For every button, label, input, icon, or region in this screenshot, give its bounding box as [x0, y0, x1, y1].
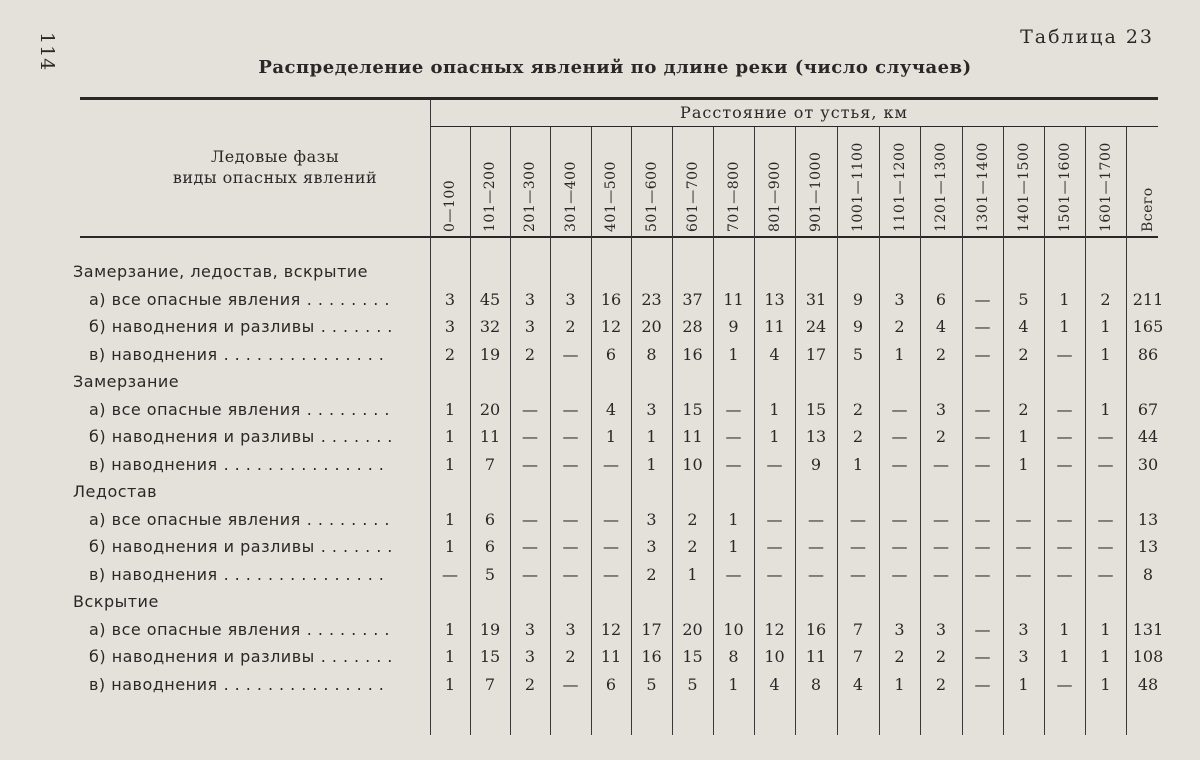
header-rule — [80, 236, 1158, 238]
column-header-label: 1501—1600 — [1056, 142, 1073, 232]
table-cell: 108 — [1132, 647, 1164, 666]
table-cell: 3 — [565, 289, 576, 309]
table-cell: 2 — [852, 427, 864, 446]
table-cell: — — [1097, 427, 1114, 446]
table-cell: 16 — [682, 344, 703, 364]
table-cell: 19 — [479, 619, 501, 639]
span-rule — [430, 126, 1158, 127]
distance-span-header: Расстояние от устья, км — [680, 103, 908, 122]
column-header-label: 1601—1700 — [1097, 142, 1114, 232]
table-cell: 6 — [484, 537, 496, 556]
table-cell: — — [891, 564, 908, 584]
table-cell: 3 — [524, 289, 536, 309]
table-cell: 5 — [687, 674, 698, 694]
table-cell: — — [808, 537, 824, 556]
table-cell: — — [974, 289, 991, 309]
row-label: б) наводнения и разливы — [89, 537, 315, 556]
table-cell: — — [522, 564, 538, 584]
table-cell: — — [891, 427, 908, 446]
table-cell: 9 — [728, 317, 739, 336]
table-cell: — — [933, 537, 949, 556]
table-cell: 2 — [1100, 289, 1111, 309]
table-cell: 3 — [646, 537, 657, 556]
table-cell: 131 — [1132, 619, 1164, 639]
table-cell: 12 — [764, 619, 785, 639]
page-number: 114 — [36, 32, 58, 72]
table-cell: 2 — [935, 674, 947, 694]
table-cell: 1 — [1100, 344, 1111, 364]
table-cell: 1 — [1018, 427, 1029, 446]
table-cell: — — [1056, 537, 1073, 556]
table-cell: 48 — [1137, 674, 1159, 694]
row-label: в) наводнения — [89, 674, 218, 694]
table-cell: 11 — [805, 647, 827, 666]
table-cell: 2 — [1018, 344, 1029, 364]
column-header — [795, 128, 837, 234]
table-cell: — — [603, 537, 619, 556]
table-cell: 67 — [1137, 399, 1159, 419]
table-cell: 10 — [764, 647, 785, 666]
leader-dots: ....... — [320, 647, 399, 666]
column-header-label: 501—600 — [643, 161, 660, 232]
table-cell: 19 — [479, 344, 501, 364]
table-cell: 8 — [810, 674, 822, 694]
table-cell: 2 — [935, 427, 947, 446]
table-cell: 86 — [1137, 344, 1159, 364]
table-cell: — — [603, 454, 619, 474]
table-cell: 2 — [524, 344, 536, 364]
table-cell: — — [850, 509, 866, 529]
row-label: а) все опасные явления — [89, 619, 301, 639]
row-label: а) все опасные явления — [89, 399, 301, 419]
row-label: в) наводнения — [89, 344, 218, 364]
table-cell: 10 — [723, 619, 744, 639]
table-cell: 6 — [484, 509, 496, 529]
table-cell: — — [562, 454, 579, 474]
table-cell: 165 — [1132, 317, 1164, 336]
table-cell: 13 — [805, 427, 827, 446]
table-cell: 1 — [646, 427, 657, 446]
column-header — [470, 128, 510, 234]
column-header — [962, 128, 1003, 234]
table-cell: 1 — [1018, 454, 1029, 474]
table-cell: 11 — [764, 317, 785, 336]
table-cell: 1 — [444, 537, 456, 556]
table-cell: — — [725, 454, 742, 474]
table-cell: 16 — [805, 619, 827, 639]
column-header — [1085, 128, 1126, 234]
group-label: Замерзание, ледостав, вскрытие — [73, 262, 369, 281]
table-cell: 7 — [484, 674, 496, 694]
table-cell: 28 — [682, 317, 703, 336]
column-header — [713, 128, 754, 234]
leader-dots: ........ — [306, 399, 396, 419]
table-cell: 3 — [565, 619, 576, 639]
table-cell: — — [1015, 537, 1032, 556]
table-cell: 12 — [600, 619, 622, 639]
table-cell: — — [1056, 344, 1073, 364]
table-cell: 1 — [687, 564, 698, 584]
table-cell: — — [562, 344, 579, 364]
row-label: а) все опасные явления — [89, 509, 301, 529]
table-cell: 3 — [524, 317, 536, 336]
leader-dots: ....... — [320, 537, 399, 556]
table-cell: 2 — [935, 647, 947, 666]
table-cell: — — [442, 564, 458, 584]
table-cell: — — [522, 427, 538, 446]
table-cell: 32 — [479, 317, 501, 336]
table-cell: — — [1056, 399, 1073, 419]
row-label: в) наводнения — [89, 564, 218, 584]
leader-dots: ....... — [320, 427, 399, 446]
table-cell: 4 — [852, 674, 864, 694]
table-cell: 1 — [894, 344, 905, 364]
table-cell: — — [725, 399, 742, 419]
leader-dots: ........ — [306, 619, 396, 639]
table-cell: 12 — [600, 317, 622, 336]
table-label: Таблица 23 — [1020, 26, 1154, 48]
table-cell: 17 — [641, 619, 662, 639]
table-cell: 1 — [728, 537, 739, 556]
table-cell: 2 — [687, 509, 698, 529]
row-label: в) наводнения — [89, 454, 218, 474]
group-label: Вскрытие — [73, 592, 159, 611]
stub-header-line: Ледовые фазы — [210, 147, 340, 166]
table-cell: — — [766, 564, 783, 584]
table-cell: — — [891, 537, 908, 556]
leader-dots: ....... — [320, 317, 399, 336]
column-header-label: 301—400 — [562, 161, 579, 232]
table-cell: 1 — [1018, 674, 1029, 694]
table-cell: — — [974, 427, 991, 446]
table-cell: 20 — [479, 399, 501, 419]
table-cell: — — [808, 509, 824, 529]
table-cell: — — [1015, 564, 1032, 584]
table-cell: 13 — [764, 289, 785, 309]
table-cell: 3 — [1018, 647, 1029, 666]
table-cell: — — [562, 427, 579, 446]
table-cell: 3 — [524, 619, 536, 639]
table-cell: 1 — [1100, 674, 1111, 694]
table-cell: — — [1097, 454, 1114, 474]
table-cell: 2 — [894, 647, 905, 666]
table-title: Распределение опасных явлений по длине реки (число случаев) — [258, 57, 972, 78]
table-cell: 15 — [682, 399, 703, 419]
table-cell: 2 — [565, 317, 576, 336]
group-label: Ледостав — [73, 482, 158, 501]
table-cell: — — [850, 564, 866, 584]
table-cell: — — [1015, 509, 1032, 529]
table-cell: 2 — [935, 344, 947, 364]
table-cell: 1 — [769, 399, 780, 419]
table-cell: — — [522, 509, 538, 529]
table-cell: 1 — [1100, 399, 1111, 419]
column-header-label: 701—800 — [725, 161, 742, 232]
table-cell: 8 — [1142, 564, 1154, 584]
column-header-label: 1201—1300 — [933, 142, 949, 232]
table-cell: — — [891, 509, 908, 529]
table-cell: 2 — [565, 647, 576, 666]
column-header — [1126, 128, 1170, 234]
table-cell: 1 — [1059, 289, 1070, 309]
table-cell: 11 — [682, 427, 703, 446]
table-cell: 1 — [646, 454, 657, 474]
row-label: б) наводнения и разливы — [89, 647, 315, 666]
table-cell: — — [725, 564, 742, 584]
table-cell: — — [562, 674, 579, 694]
column-header-label: 801—900 — [766, 161, 783, 232]
column-header — [879, 128, 920, 234]
table-cell: 3 — [894, 289, 905, 309]
table-cell: 31 — [805, 289, 827, 309]
table-cell: — — [974, 674, 991, 694]
table-cell: 15 — [805, 399, 827, 419]
table-cell: 5 — [646, 674, 657, 694]
table-cell: 1 — [769, 427, 780, 446]
table-cell: 23 — [641, 289, 662, 309]
table-cell: 15 — [479, 647, 501, 666]
table-cell: 9 — [852, 289, 864, 309]
table-cell: — — [562, 537, 579, 556]
leader-dots: ............... — [223, 454, 390, 474]
table-cell: — — [522, 454, 538, 474]
row-label: б) наводнения и разливы — [89, 317, 315, 336]
table-cell: — — [850, 537, 866, 556]
table-cell: 8 — [728, 647, 739, 666]
table-cell: 44 — [1137, 427, 1159, 446]
table-cell: 3 — [935, 619, 947, 639]
table-cell: — — [1097, 537, 1114, 556]
row-label: а) все опасные явления — [89, 289, 301, 309]
column-header-label: 201—300 — [522, 161, 538, 232]
column-header — [591, 128, 631, 234]
table-cell: — — [974, 564, 991, 584]
table-cell: — — [1097, 509, 1114, 529]
table-cell: 1 — [728, 674, 739, 694]
table-cell: 3 — [894, 619, 905, 639]
table-cell: 7 — [484, 454, 496, 474]
column-header-label: 1001—1100 — [850, 142, 866, 232]
table-cell: 3 — [524, 647, 536, 666]
table-cell: 1 — [444, 427, 456, 446]
table-cell: — — [522, 537, 538, 556]
table-cell: 8 — [646, 344, 657, 364]
column-header — [920, 128, 962, 234]
table-cell: 6 — [605, 344, 617, 364]
table-cell: — — [766, 537, 783, 556]
column-header-label: 601—700 — [684, 161, 701, 232]
column-header-label: 101—200 — [482, 161, 498, 232]
leader-dots: ........ — [306, 509, 396, 529]
table-cell: 11 — [479, 427, 501, 446]
table-cell: 1 — [1100, 317, 1111, 336]
table-cell: 4 — [769, 344, 780, 364]
table-cell: 1 — [444, 399, 456, 419]
table-cell: 9 — [810, 454, 822, 474]
table-cell: 1 — [894, 674, 905, 694]
table-cell: — — [891, 399, 908, 419]
table-cell: 5 — [852, 344, 864, 364]
leader-dots: ........ — [306, 289, 396, 309]
table-cell: 2 — [646, 564, 657, 584]
row-label: б) наводнения и разливы — [89, 427, 315, 446]
table-cell: — — [974, 619, 991, 639]
table-cell: — — [891, 454, 908, 474]
table-cell: 2 — [687, 537, 698, 556]
table-cell: 6 — [605, 674, 617, 694]
column-header — [631, 128, 672, 234]
table-cell: 7 — [852, 619, 864, 639]
table-cell: — — [1056, 454, 1073, 474]
table-cell: — — [933, 454, 949, 474]
column-header-label: 901—1000 — [808, 151, 824, 232]
table-cell: 3 — [646, 509, 657, 529]
table-cell: 6 — [935, 289, 947, 309]
table-cell: 1 — [728, 344, 739, 364]
table-cell: — — [933, 564, 949, 584]
table-cell: 3 — [646, 399, 657, 419]
table-cell: 10 — [682, 454, 703, 474]
table-cell: 1 — [1059, 317, 1070, 336]
table-cell: 7 — [852, 647, 864, 666]
table-cell: 1 — [444, 619, 456, 639]
table-cell: 11 — [723, 289, 744, 309]
table-cell: — — [766, 509, 783, 529]
top-rule — [80, 97, 1158, 100]
table-cell: 211 — [1132, 289, 1164, 309]
table-cell: 3 — [1018, 619, 1029, 639]
table-cell: — — [974, 509, 991, 529]
column-header — [837, 128, 879, 234]
table-cell: — — [974, 454, 991, 474]
column-header — [754, 128, 795, 234]
table-cell: 1 — [1100, 619, 1111, 639]
table-cell: — — [1056, 674, 1073, 694]
column-header-label: 1401—1500 — [1015, 142, 1032, 232]
table-cell: 45 — [479, 289, 501, 309]
table-cell: 4 — [1018, 317, 1029, 336]
column-header-label: 401—500 — [603, 161, 619, 232]
table-cell: — — [974, 317, 991, 336]
table-cell: 30 — [1137, 454, 1159, 474]
table-cell: — — [1056, 427, 1073, 446]
table-cell: — — [974, 399, 991, 419]
table-cell: — — [562, 399, 579, 419]
table-cell: — — [562, 564, 579, 584]
table-cell: 1 — [1100, 647, 1111, 666]
table-cell: 24 — [805, 317, 827, 336]
table-cell: 5 — [484, 564, 496, 584]
column-header — [672, 128, 713, 234]
table-cell: 17 — [805, 344, 827, 364]
table-cell: — — [1097, 564, 1114, 584]
table-cell: 2 — [1018, 399, 1029, 419]
table-cell: — — [603, 509, 619, 529]
leader-dots: ............... — [223, 344, 390, 364]
table-cell: 13 — [1137, 509, 1159, 529]
table-cell: 1 — [444, 454, 456, 474]
table-cell: — — [808, 564, 824, 584]
table-cell: 2 — [524, 674, 536, 694]
table-cell: 3 — [935, 399, 947, 419]
table-cell: 1 — [1059, 619, 1070, 639]
column-header — [550, 128, 591, 234]
group-label: Замерзание — [73, 372, 180, 391]
table-cell: — — [1056, 509, 1073, 529]
table-cell: 3 — [444, 317, 456, 336]
column-header-label: 1301—1400 — [974, 142, 991, 232]
table-cell: 15 — [682, 647, 703, 666]
table-cell: 1 — [444, 674, 456, 694]
table-cell: 1 — [728, 509, 739, 529]
table-cell: 4 — [605, 399, 617, 419]
column-header-label: 0—100 — [442, 179, 458, 232]
table-cell: 2 — [444, 344, 456, 364]
table-cell: 20 — [682, 619, 703, 639]
table-cell: 11 — [600, 647, 622, 666]
table-cell: — — [974, 344, 991, 364]
table-cell: — — [933, 509, 949, 529]
table-cell: 1 — [1059, 647, 1070, 666]
table-cell: — — [766, 454, 783, 474]
table-cell: 1 — [444, 647, 456, 666]
column-header — [430, 128, 470, 234]
table-cell: — — [522, 399, 538, 419]
table-cell: — — [974, 647, 991, 666]
column-header-label: 1101—1200 — [891, 142, 908, 232]
table-cell: 2 — [894, 317, 905, 336]
table-cell: 1 — [852, 454, 864, 474]
table-cell: — — [974, 537, 991, 556]
table-cell: 5 — [1018, 289, 1029, 309]
table-cell: 16 — [600, 289, 622, 309]
stub-header — [120, 146, 430, 188]
table-cell: — — [603, 564, 619, 584]
table-cell: 4 — [769, 674, 780, 694]
table-cell: 37 — [682, 289, 703, 309]
table-cell: 9 — [852, 317, 864, 336]
table-cell: 1 — [444, 509, 456, 529]
stub-header-line: виды опасных явлений — [172, 168, 378, 187]
table-cell: — — [725, 427, 742, 446]
leader-dots: ............... — [223, 674, 390, 694]
table-cell: 4 — [935, 317, 947, 336]
table-cell: — — [562, 509, 579, 529]
table-cell: 13 — [1137, 537, 1159, 556]
column-header — [1044, 128, 1085, 234]
table-cell: 20 — [641, 317, 662, 336]
column-header — [510, 128, 550, 234]
column-header — [1003, 128, 1044, 234]
table-cell: 3 — [444, 289, 456, 309]
table-cell: 16 — [641, 647, 662, 666]
table-cell: 1 — [605, 427, 617, 446]
column-header-label: Всего — [1140, 187, 1156, 232]
leader-dots: ............... — [223, 564, 390, 584]
table-cell: — — [1056, 564, 1073, 584]
table-cell: 2 — [852, 399, 864, 419]
